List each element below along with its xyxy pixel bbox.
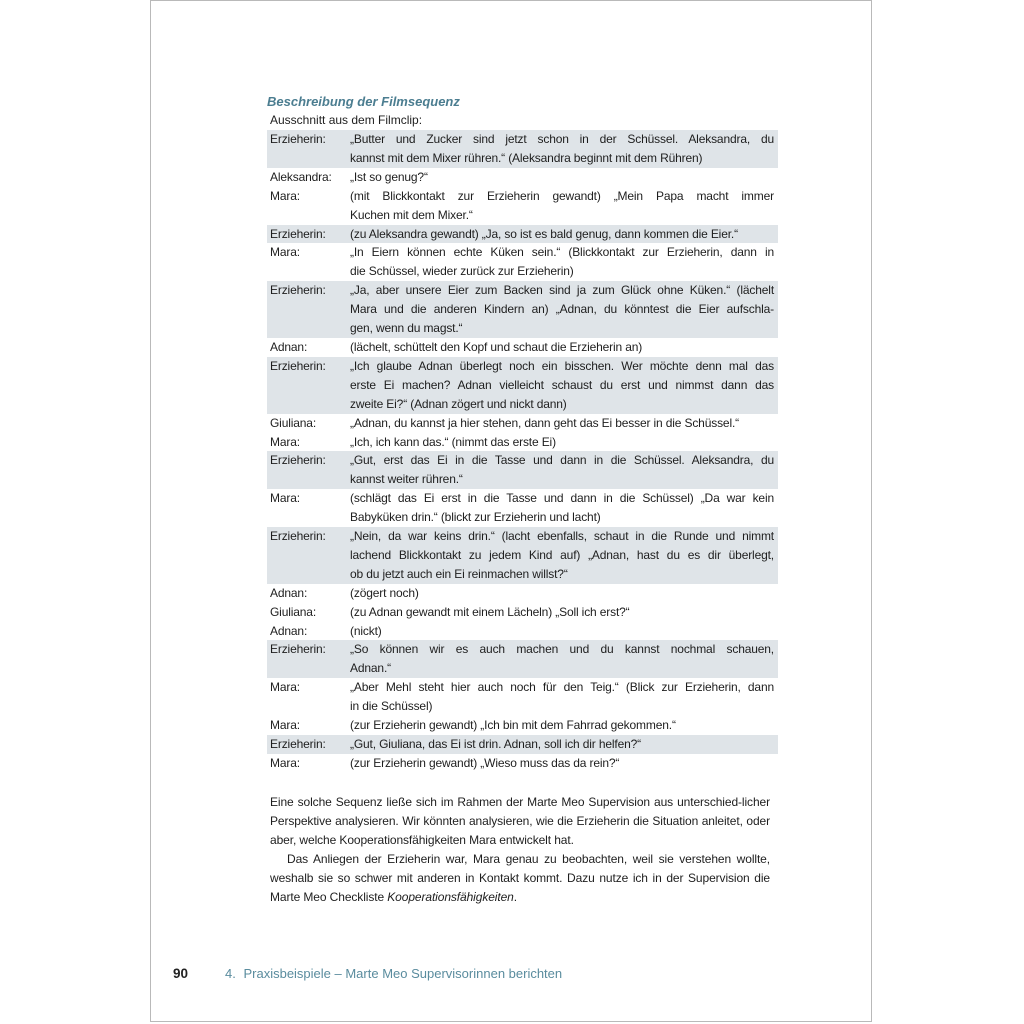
utterance-text [350,243,778,281]
dialogue-row [267,187,778,225]
utterance-line: (zu Adnan gewandt mit einem Lächeln) „Soll ich erst?“ [350,604,630,619]
utterance-line: Mara und die anderen Kindern an) „Adnan, du könntest die Eier aufschla- [350,302,774,317]
utterance-text [350,716,778,735]
dialogue-row [267,338,778,357]
utterance-text [350,451,778,489]
body-paragraph-1: Eine solche Sequenz ließe sich im Rahmen der Marte Meo Supervision aus unterschied-licher Perspektive analysieren. Wir könnten analysieren, wie die Erzieherin die Situation anleitet, oder aber, welche Kooperationsfähigkeiten Mara entwickelt hat. [270,795,770,847]
body-paragraph-2-text: Das Anliegen der Erzieherin war, Mara genau zu beobachten, weil sie verstehen wollte, weshalb sie so schwer mit anderen in Kontakt kommt. Dazu nutze ich in der Supervision die Marte Meo Checkliste [270,852,770,904]
utterance-text [350,622,778,641]
dialogue-row [267,357,778,414]
body-text [270,793,770,907]
utterance-line: (zu Aleksandra gewandt) „Ja, so ist es bald genug, dann kommen die Eier.“ [350,226,738,241]
body-paragraph-2-end: . [513,890,517,904]
dialogue-row [267,243,778,281]
utterance-text [350,168,778,187]
section-title: Beschreibung der Filmsequenz [267,94,460,109]
utterance-line: „In Eiern können echte Küken sein.“ (Blickkontakt zur Erzieherin, dann in [350,245,774,260]
utterance-text [350,187,778,225]
utterance-line: „Butter und Zucker sind jetzt schon in der Schüssel. Aleksandra, du [350,132,774,146]
chapter-title: Praxisbeispiele – Marte Meo Supervisorinnen berichten [243,966,563,981]
dialogue-row [267,489,778,527]
dialogue-row [267,754,778,773]
utterance-line: Adnan.“ [350,661,391,676]
utterance-text [350,130,778,168]
utterance-text [350,281,778,338]
utterance-text [350,433,778,452]
utterance-text [350,754,778,773]
dialogue-row [267,414,778,433]
running-head [225,964,562,984]
utterance-line: die Schüssel, wieder zurück zur Erzieherin) [350,264,574,279]
utterance-line: lachend Blickkontakt zu jedem Kind auf) „Adnan, hast du es dir überlegt, [350,547,774,562]
utterance-line: „Gut, erst das Ei in die Tasse und dann in die Schüssel. Aleksandra, du [350,453,774,468]
speaker-label: Erzieherin: [270,132,326,146]
utterance-line: (lächelt, schüttelt den Kopf und schaut die Erzieherin an) [350,339,643,354]
utterance-text [350,414,778,433]
utterance-text [350,225,778,244]
dialogue-row [267,640,778,678]
speaker-label: Adnan: [270,623,308,638]
section-intro: Ausschnitt aus dem Filmclip: [270,113,423,127]
utterance-line: (mit Blickkontakt zur Erzieherin gewandt) „Mein Papa macht immer [350,188,774,203]
page-number: 90 [173,966,189,981]
speaker-label: Mara: [270,188,300,203]
utterance-line: kannst weiter rühren.“ [350,472,463,487]
dialogue-row [267,603,778,622]
speaker-label: Erzieherin: [270,642,326,657]
utterance-line: (schlägt das Ei erst in die Tasse und dann in die Schüssel) „Da war kein [350,491,774,506]
speaker-label: Mara: [270,434,300,449]
dialogue-row [267,168,778,187]
utterance-text [350,338,778,357]
utterance-line: „So können wir es auch machen und du kannst nochmal schauen, [350,642,774,657]
dialogue-row [267,527,778,584]
utterance-text [350,640,778,678]
utterance-line: (zögert noch) [350,585,419,600]
checklist-title: Kooperationsfähigkeiten [387,890,514,904]
speaker-label: Erzieherin: [270,226,326,241]
speaker-label: Giuliana: [270,415,317,430]
utterance-text [350,527,778,584]
utterance-line: erste Ei machen? Adnan vielleicht schaust du erst und nimmst dann das [350,377,774,392]
utterance-line: „Gut, Giuliana, das Ei ist drin. Adnan, soll ich dir helfen?“ [350,737,642,751]
dialogue-row [267,225,778,244]
utterance-line: ob du jetzt auch ein Ei reinmachen willst?“ [350,566,568,581]
dialogue-row [267,735,778,754]
utterance-line: „Aber Mehl steht hier auch noch für den Teig.“ (Blick zur Erzieherin, dann [350,680,774,695]
speaker-label: Mara: [270,755,300,770]
utterance-text [350,584,778,603]
speaker-label: Mara: [270,491,300,506]
dialogue-row [267,716,778,735]
chapter-number: 4. [225,966,236,981]
speaker-label: Mara: [270,245,300,260]
speaker-label: Adnan: [270,585,308,600]
dialogue-row [267,678,778,716]
utterance-text [350,735,778,754]
dialogue-row [267,281,778,338]
utterance-text [350,489,778,527]
utterance-line: „Ich glaube Adnan überlegt noch ein bisschen. Wer möchte denn mal das [350,358,774,373]
speaker-label: Aleksandra: [270,169,332,184]
content-area [267,92,778,773]
speaker-label: Adnan: [270,339,308,354]
speaker-label: Erzieherin: [270,358,326,373]
utterance-line: „Ich, ich kann das.“ (nimmt das erste Ei) [350,434,556,449]
speaker-label: Erzieherin: [270,737,326,751]
utterance-line: (nickt) [350,623,382,638]
body-paragraph-2 [270,850,770,907]
utterance-line: Babyküken drin.“ (blickt zur Erzieherin und lacht) [350,510,601,525]
speaker-label: Erzieherin: [270,283,326,298]
dialogue-row [267,451,778,489]
utterance-line: zweite Ei?“ (Adnan zögert und nickt dann) [350,396,567,411]
utterance-line: „Adnan, du kannst ja hier stehen, dann geht das Ei besser in die Schüssel.“ [350,415,739,430]
dialogue-row [267,584,778,603]
speaker-label: Mara: [270,718,300,733]
dialogue-row [267,433,778,452]
utterance-line: (zur Erzieherin gewandt) „Ich bin mit dem Fahrrad gekommen.“ [350,718,676,733]
speaker-label: Giuliana: [270,604,317,619]
utterance-line: „Nein, da war keins drin.“ (lacht ebenfalls, schaut in die Runde und nimmt [350,529,774,544]
utterance-text [350,678,778,716]
dialogue-row [267,622,778,641]
utterance-line: (zur Erzieherin gewandt) „Wieso muss das da rein?“ [350,755,620,770]
speaker-label: Erzieherin: [270,453,326,468]
speaker-label: Erzieherin: [270,529,326,544]
utterance-line: gen, wenn du magst.“ [350,321,463,336]
speaker-label: Mara: [270,680,300,695]
utterance-line: „Ist so genug?“ [350,169,428,184]
utterance-line: Kuchen mit dem Mixer.“ [350,207,473,222]
utterance-text [350,357,778,414]
utterance-line: kannst mit dem Mixer rühren.“ (Aleksandra beginnt mit dem Rühren) [350,150,703,165]
utterance-line: in die Schüssel) [350,699,433,714]
utterance-line: „Ja, aber unsere Eier zum Backen sind ja zum Glück ohne Küken.“ (lächelt [350,283,774,298]
dialogue-table [267,130,778,773]
dialogue-row [267,130,778,168]
utterance-text [350,603,778,622]
